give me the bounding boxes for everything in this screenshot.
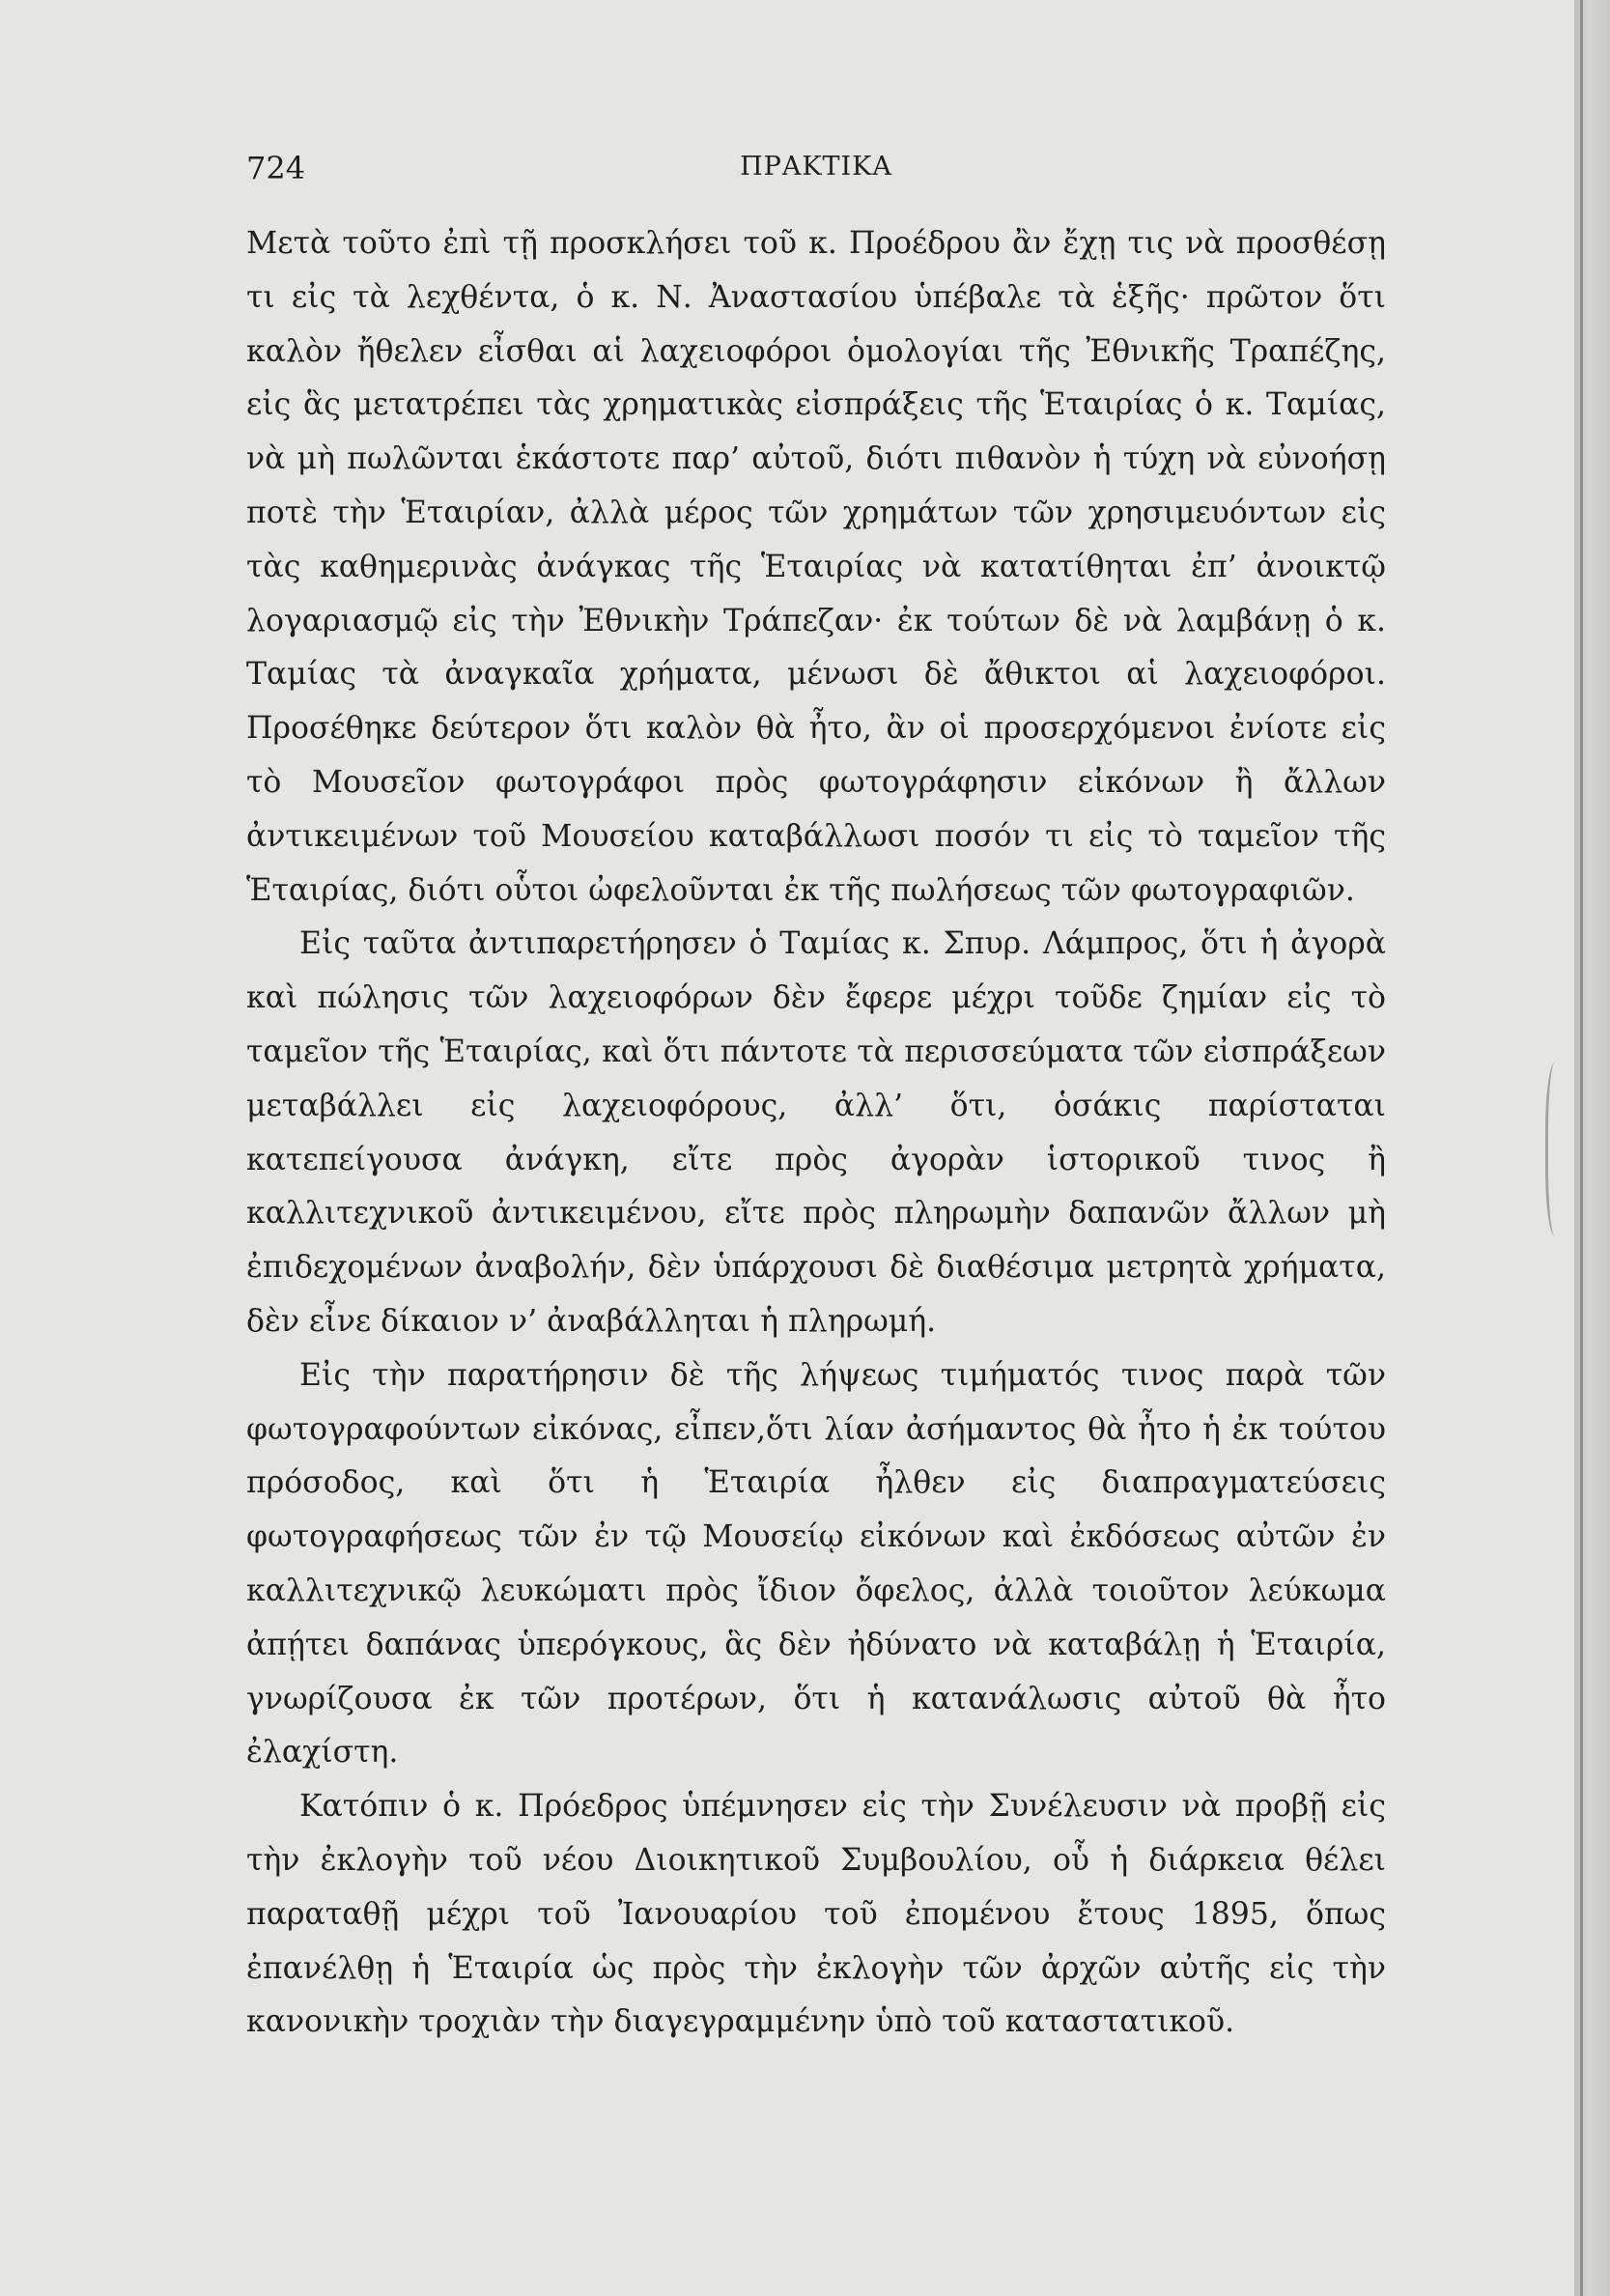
page-fold-line: [1580, 0, 1583, 2296]
page-body: [246, 217, 1386, 2050]
paragraph-1: Μετὰ τοῦτο ἐπὶ τῇ προσκλήσει τοῦ κ. Προέδρου ἂν ἔχῃ τις νὰ προσθέσῃ τι εἰς τὰ λεχθέντα, ὁ κ. Ν. Ἀναστασίου ὑπέβαλε τὰ ἑξῆς· πρῶτον ὅτι καλὸν ἤθελεν εἶσθαι αἱ λαχειοφόροι ὁμολογίαι τῆς Ἐθνικῆς Τραπέζης, εἰς ἃς μετατρέπει τὰς χρηματικὰς εἰσπράξεις τῆς Ἑταιρίας ὁ κ. Ταμίας, νὰ μὴ πωλῶνται ἑκάστοτε παρ’ αὐτοῦ, διότι πιθανὸν ἡ τύχη νὰ εὐνοήσῃ ποτὲ τὴν Ἑταιρίαν, ἀλλὰ μέρος τῶν χρημάτων τῶν χρησιμευόντων εἰς τὰς καθημερινὰς ἀνάγκας τῆς Ἑταιρίας νὰ κατατίθηται ἐπ’ ἀνοικτῷ λογαριασμῷ εἰς τὴν Ἐθνικὴν Τράπεζαν· ἐκ τούτων δὲ νὰ λαμβάνῃ ὁ κ. Ταμίας τὰ ἀναγκαῖα χρήματα, μένωσι δὲ ἄθικτοι αἱ λαχειοφόροι. Προσέθηκε δεύτερον ὅτι καλὸν θὰ ἦτο, ἂν οἱ προσερχόμενοι ἐνίοτε εἰς τὸ Μουσεῖον φωτογράφοι πρὸς φωτογράφησιν εἰκόνων ἢ ἄλλων ἀντικειμένων τοῦ Μουσείου καταβάλλωσι ποσόν τι εἰς τὸ ταμεῖον τῆς Ἑταιρίας, διότι οὗτοι ὠφελοῦνται ἐκ τῆς πωλήσεως τῶν φωτογραφιῶν.: [246, 226, 1386, 908]
paragraph-4: Κατόπιν ὁ κ. Πρόεδρος ὑπέμνησεν εἰς τὴν Συνέλευσιν νὰ προβῇ εἰς τὴν ἐκλογὴν τοῦ νέου Διοικητικοῦ Συμβουλίου, οὗ ἡ διάρκεια θέλει παραταθῇ μέχρι τοῦ Ἰανουαρίου τοῦ ἐπομένου ἔτους 1895, ὅπως ἐπανέλθῃ ἡ Ἑταιρία ὡς πρὸς τὴν ἐκλογὴν τῶν ἀρχῶν αὐτῆς εἰς τὴν κανονικὴν τροχιὰν τὴν διαγεγραμμένην ὑπὸ τοῦ καταστατικοῦ.: [246, 1789, 1386, 2040]
page-header: [246, 150, 1386, 188]
margin-pencil-mark: [1545, 1063, 1569, 1236]
page-number: 724: [246, 150, 306, 186]
paragraph-3: Εἰς τὴν παρατήρησιν δὲ τῆς λήψεως τιμήματός τινος παρὰ τῶν φωτογραφούντων εἰκόνας, εἶπεν,ὅτι λίαν ἀσήμαντος θὰ ἦτο ἡ ἐκ τούτου πρόσοδος, καὶ ὅτι ἡ Ἑταιρία ἦλθεν εἰς διαπραγματεύσεις φωτογραφήσεως τῶν ἐν τῷ Μουσείῳ εἰκόνων καὶ ἐκδόσεως αὐτῶν ἐν καλλιτεχνικῷ λευκώματι πρὸς ἴδιον ὄφελος, ἀλλὰ τοιοῦτον λεύκωμα ἀπῄτει δαπάνας ὑπερόγκους, ἃς δὲν ἠδύνατο νὰ καταβάλῃ ἡ Ἑταιρία, γνωρίζουσα ἐκ τῶν προτέρων, ὅτι ἡ κατανάλωσις αὐτοῦ θὰ ἦτο ἐλαχίστη.: [246, 1357, 1386, 1771]
running-title: ΠΡΑΚΤΙΚΑ: [740, 152, 892, 182]
paragraph-2: Εἰς ταῦτα ἀντιπαρετήρησεν ὁ Ταμίας κ. Σπυρ. Λάμπρος, ὅτι ἡ ἀγορὰ καὶ πώλησις τῶν λαχειοφόρων δὲν ἔφερε μέχρι τοῦδε ζημίαν εἰς τὸ ταμεῖον τῆς Ἑταιρίας, καὶ ὅτι πάντοτε τὰ περισσεύματα τῶν εἰσπράξεων μεταβάλλει εἰς λαχειοφόρους, ἀλλ’ ὅτι, ὁσάκις παρίσταται κατεπείγουσα ἀνάγκη, εἴτε πρὸς ἀγορὰν ἱστορικοῦ τινος ἢ καλλιτεχνικοῦ ἀντικειμένου, εἴτε πρὸς πληρωμὴν δαπανῶν ἄλλων μὴ ἐπιδεχομένων ἀναβολήν, δὲν ὑπάρχουσι δὲ διαθέσιμα μετρητὰ χρήματα, δὲν εἶνε δίκαιον ν’ ἀναβάλληται ἡ πληρωμή.: [246, 926, 1386, 1339]
